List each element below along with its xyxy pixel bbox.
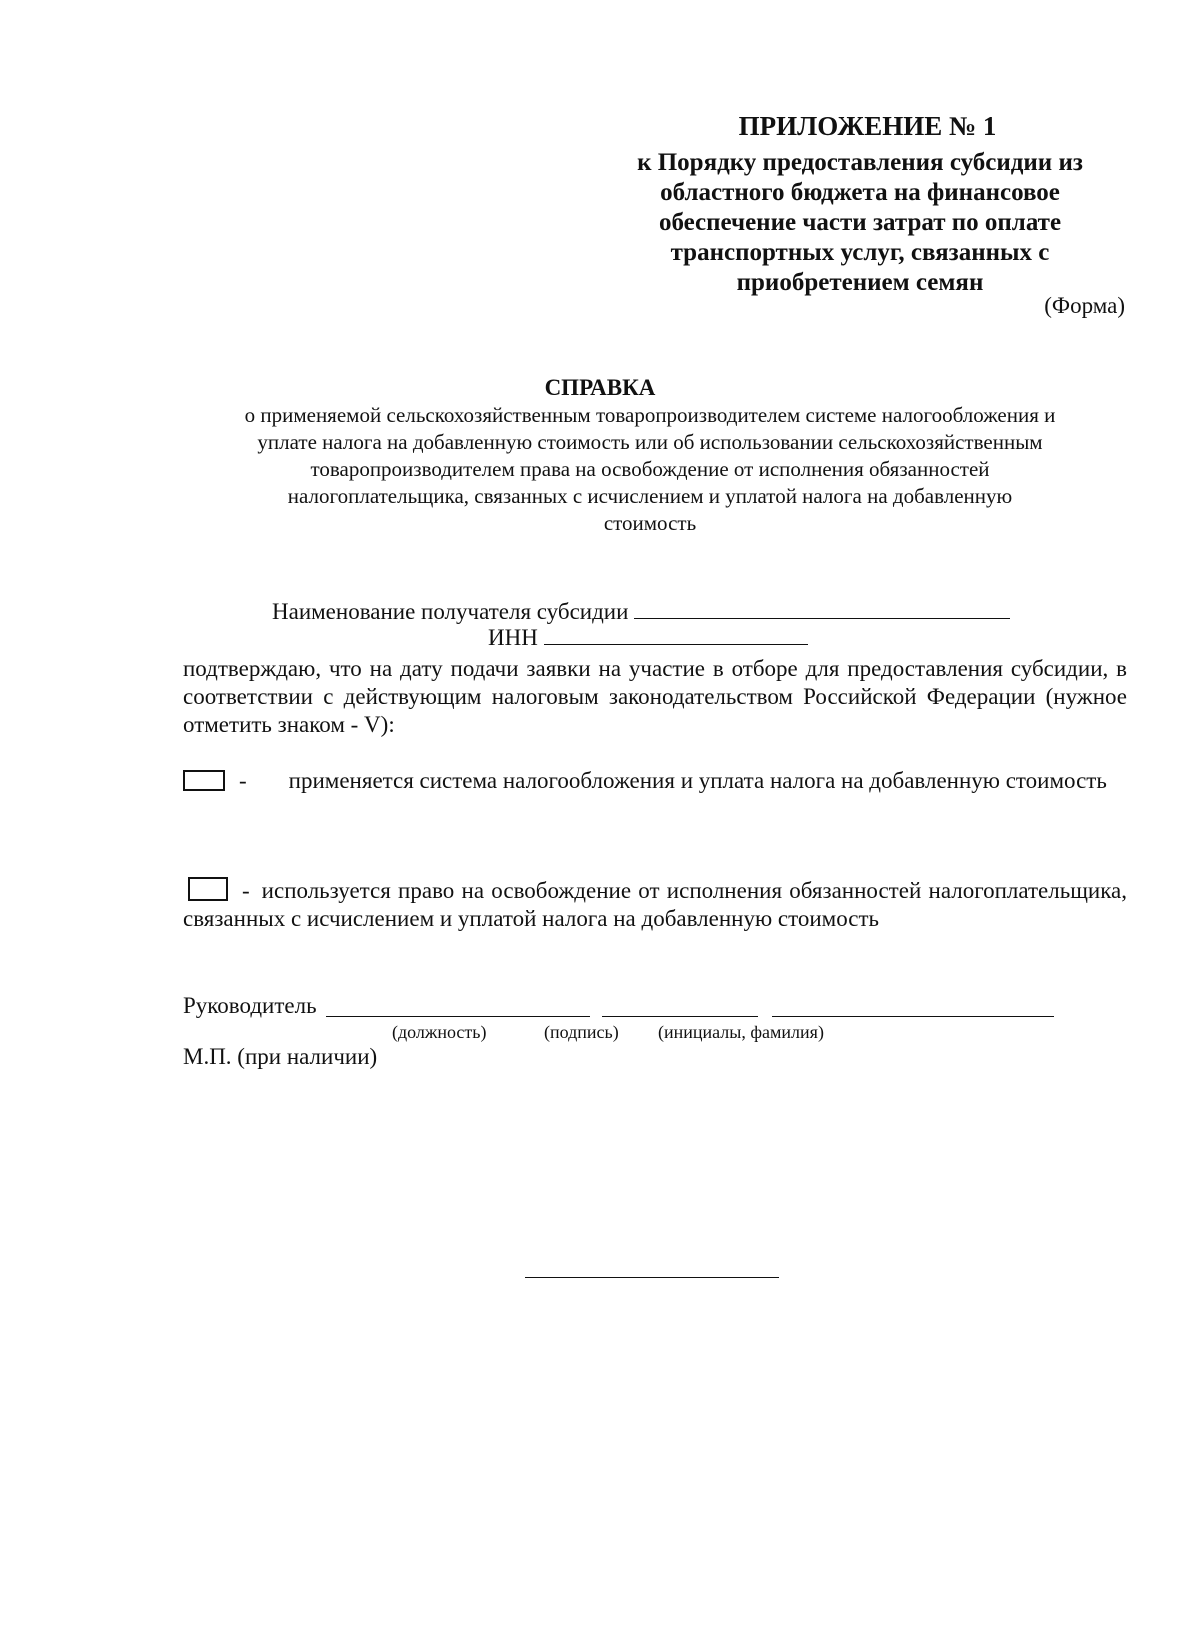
certificate-subtitle-line: стоимость (603, 511, 697, 535)
appendix-subtitle-line: к Порядку предоставления субсидии из (637, 149, 1083, 176)
certificate-subtitle-line: о применяемой сельскохозяйственным товаропроизводителем системе налогообложения и (244, 403, 1056, 427)
option-text: применяется система налогообложения и уплата налога на добавленную стоимость (288, 768, 1107, 793)
option-checkbox[interactable] (183, 770, 225, 791)
appendix-header (590, 110, 1130, 298)
certificate-title: СПРАВКА (544, 375, 656, 400)
certificate-subtitle-line: налогоплательщика, связанных с исчислением и уплатой налога на добавленную (287, 484, 1013, 508)
end-rule-divider (525, 1277, 779, 1278)
position-blank-line[interactable] (326, 1016, 590, 1017)
position-caption: (должность) (392, 1022, 487, 1042)
option-dash: - (242, 878, 250, 903)
option-checkbox[interactable] (188, 877, 228, 901)
option-dash: - (239, 768, 247, 793)
name-blank-line[interactable] (772, 1016, 1054, 1017)
tax-option-vat (183, 767, 1127, 795)
intro-paragraph: подтверждаю, что на дату подачи заявки на участие в отборе для предоставления субсидии, в соответствии с действующим налоговым законодательством Российской Федерации (нужное отметить знаком - V): (183, 656, 1127, 737)
inn-blank-line[interactable] (544, 622, 808, 645)
inn-label: ИНН (488, 625, 538, 650)
recipient-label: Наименование получателя субсидии (272, 599, 629, 624)
certificate-subtitle-line: уплате налога на добавленную стоимость или об использовании сельскохозяйственным (257, 430, 1043, 454)
appendix-subtitle-line: транспортных услуг, связанных с (670, 239, 1050, 266)
tax-option-exemption (183, 877, 1127, 933)
signature-blank-line[interactable] (602, 1016, 758, 1017)
stamp-note: М.П. (при наличии) (183, 1044, 378, 1069)
inn-field-row (488, 622, 808, 652)
appendix-title: ПРИЛОЖЕНИЕ № 1 (738, 111, 997, 141)
appendix-subtitle-line: областного бюджета на финансовое (660, 179, 1060, 206)
certificate-subtitle-line: товаропроизводителем права на освобождение от исполнения обязанностей (310, 457, 990, 481)
appendix-subtitle-line: обеспечение части затрат по оплате (658, 209, 1062, 236)
option-text: используется право на освобождение от исполнения обязанностей налогоплательщика, связанных с исчислением и уплатой налога на добавленную стоимость (183, 878, 1127, 931)
appendix-subtitle-line: приобретением семян (736, 269, 984, 296)
signature-caption: (подпись) (544, 1022, 619, 1042)
signature-label: Руководитель (183, 993, 317, 1018)
form-label: (Форма) (1044, 293, 1125, 318)
name-caption: (инициалы, фамилия) (658, 1022, 824, 1042)
recipient-blank-line[interactable] (634, 596, 1010, 619)
certificate-subtitle (170, 402, 1130, 537)
